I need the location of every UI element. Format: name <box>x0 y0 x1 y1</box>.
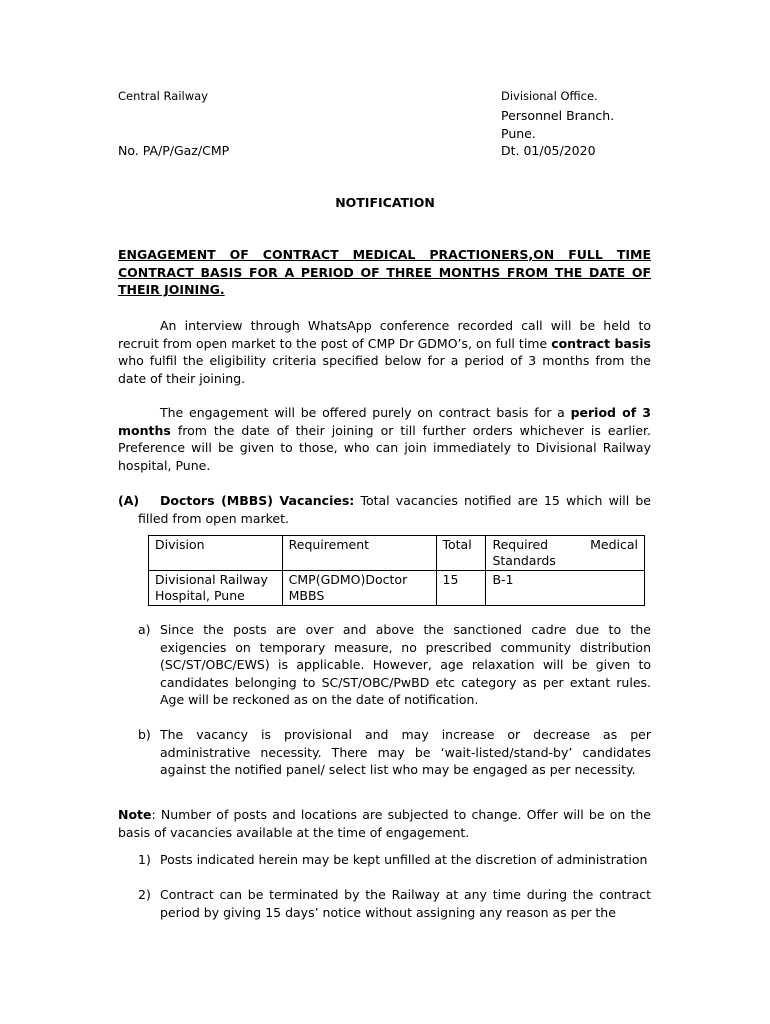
paragraph-engagement <box>118 404 651 474</box>
section-a-text: Total vacancies notified are 15 which will be filled from open market. <box>138 493 651 526</box>
table-header-requirement: Requirement <box>282 536 436 571</box>
paragraph-engagement-text-b: from the date of their joining or till further orders whichever is earlier. Preference will be given to those, who can join immediately to Divisional Railway hospital, Pune. <box>118 422 651 473</box>
paragraph-engagement-text-a: The engagement will be offered purely on contract basis for a <box>160 405 571 420</box>
note-text: : Number of posts and locations are subjected to change. Offer will be on the basis of vacancies available at the time of engagement. <box>118 807 651 840</box>
paragraph-interview-bold: contract basis <box>551 335 651 351</box>
paragraph-interview-text-a: An interview through WhatsApp conference recorded call will be held to recruit from open market to the post of CMP Dr GDMO’s, on full time <box>118 318 651 351</box>
section-a <box>118 492 651 527</box>
list-item-text: Posts indicated herein may be kept unfilled at the discretion of administration <box>160 852 648 867</box>
list-item-text: The vacancy is provisional and may increase or decrease as per administrative necessity. There may be ‘wait-listed/stand-by’ candidates against the notified panel/ select list who may be engaged as per necessity. <box>160 727 651 777</box>
list-marker: 2) <box>138 887 151 902</box>
note-label: Note <box>118 807 152 822</box>
list-item-text: Contract can be terminated by the Railway at any time during the contract period by giving 15 days’ notice without assigning any reason as per the <box>160 887 651 920</box>
reference-number: No. PA/P/Gaz/CMP <box>118 143 230 158</box>
table-header-standards: Required Medical Standards <box>486 536 645 571</box>
list-item <box>138 726 651 779</box>
list-marker: 1) <box>138 852 151 867</box>
paragraph-engagement-bold: period of 3 months <box>118 405 651 438</box>
document-date: Dt. 01/05/2020 <box>501 143 596 158</box>
paragraph-interview <box>118 317 651 387</box>
note-paragraph <box>118 806 651 841</box>
subject-heading: ENGAGEMENT OF CONTRACT MEDICAL PRACTIONERS,ON FULL TIME CONTRACT BASIS FOR A PERIOD OF THREE MONTHS FROM THE DATE OF THEIR JOINING. <box>118 247 651 297</box>
vacancy-table <box>148 535 645 606</box>
list-marker: b) <box>138 727 151 742</box>
list-marker: a) <box>138 622 151 637</box>
paragraph-interview-text-b: who fulfil the eligibility criteria specified below for a period of 3 months from the date of their joining. <box>118 353 651 386</box>
list-item <box>138 851 651 869</box>
table-cell-total: 15 <box>436 571 486 606</box>
section-a-label: (A) <box>118 493 140 508</box>
table-cell-requirement: CMP(GDMO)Doctor MBBS <box>282 571 436 606</box>
section-a-heading: Doctors (MBBS) Vacancies: <box>160 493 355 508</box>
table-header-total: Total <box>436 536 486 571</box>
office-name: Divisional Office. <box>501 89 598 103</box>
organization-name: Central Railway <box>118 89 208 103</box>
list-item-text: Since the posts are over and above the sanctioned cadre due to the exigencies on temporary measure, no prescribed community distribution (SC/ST/OBC/EWS) is applicable. However, age relaxation will be given to candidates belonging to SC/ST/OBC/PwBD etc category as per extant rules. Age will be reckoned as on the date of notification. <box>160 622 651 707</box>
notification-title: NOTIFICATION <box>335 195 435 210</box>
table-header-row <box>149 536 645 571</box>
table-cell-division: Divisional Railway Hospital, Pune <box>149 571 283 606</box>
table-cell-standards: B-1 <box>486 571 645 606</box>
list-item <box>138 886 651 921</box>
list-item <box>138 621 651 709</box>
table-header-division: Division <box>149 536 283 571</box>
city-name: Pune. <box>501 126 536 141</box>
branch-name: Personnel Branch. <box>501 108 615 123</box>
table-row <box>149 571 645 606</box>
